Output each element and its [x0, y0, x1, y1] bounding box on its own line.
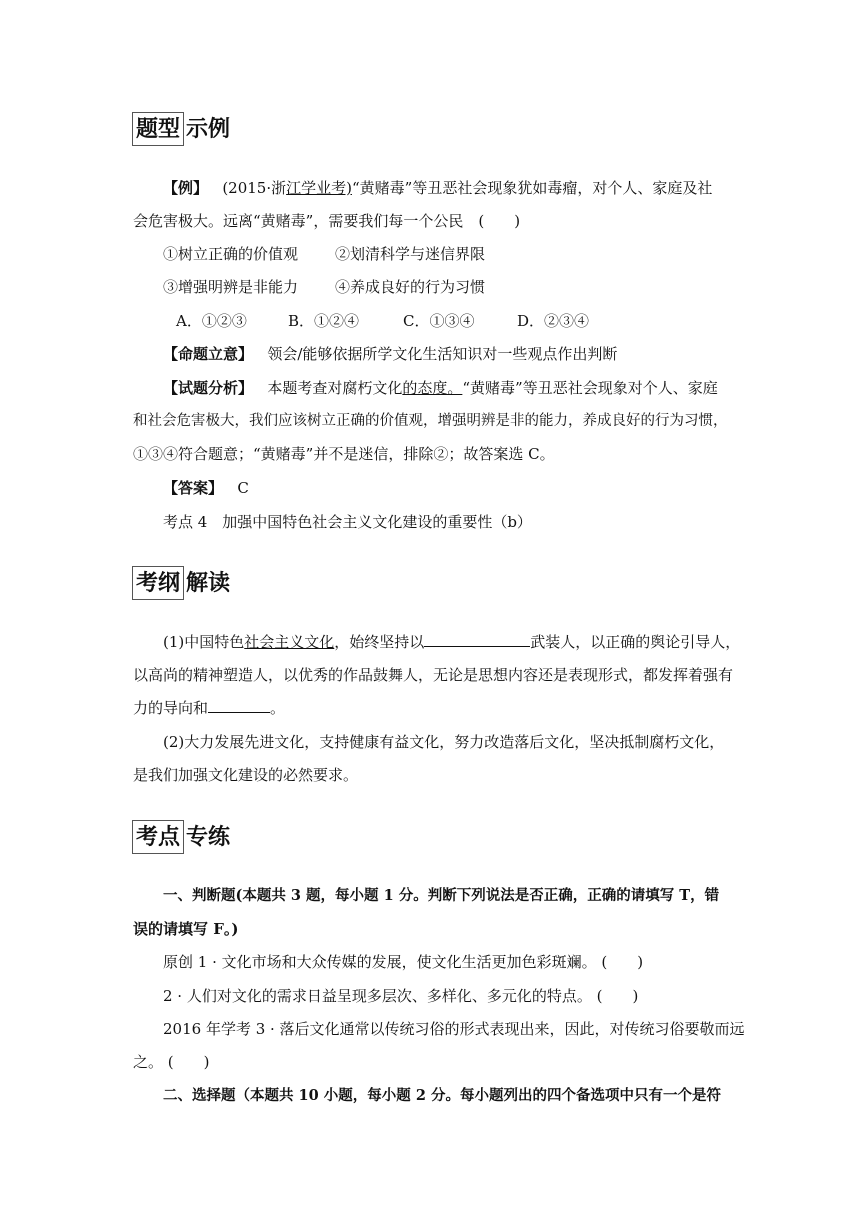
analysis-tag: 【试题分析】	[163, 379, 254, 397]
p1-mid: ，始终坚持以	[334, 633, 425, 651]
analysis-text-1-pre: 本题考查对腐朽文化	[267, 379, 403, 397]
analysis-line-2: 和社会危害极大，我们应该树立正确的价值观，增强明辨是非的能力，养成良好的行为习惯，	[133, 413, 728, 429]
choice-row-1	[163, 244, 485, 264]
intent-tag: 【命题立意】	[163, 345, 254, 363]
choice-item-4: ④养成良好的行为习惯	[335, 278, 486, 296]
analysis-text-1-post: “黄赌毒”等丑恶社会现象对个人、家庭	[462, 379, 718, 397]
fill-blank-1[interactable]	[424, 632, 530, 647]
syllabus-p1-line-3	[133, 698, 285, 718]
option-b: B．①②④	[288, 312, 360, 330]
analysis-line-1	[163, 378, 718, 398]
heading-rest-text: 专练	[186, 824, 231, 850]
choice-item-1: ①树立正确的价值观	[163, 245, 299, 263]
p1-pre: (1)中国特色	[163, 633, 245, 651]
judge-question-3-line-1: 2016 年学考 3 · 落后文化通常以传统习俗的形式表现出来，因此，对传统习俗要敬而远	[163, 1020, 745, 1038]
options-row	[176, 311, 589, 331]
part1-instruction-line-2: 误的请填写 F。)	[133, 920, 239, 938]
heading-boxed-text: 考纲	[132, 566, 184, 600]
judge-question-1: 原创 1 · 文化市场和大众传媒的发展，使文化生活更加色彩斑斓。 ( )	[163, 953, 644, 971]
example-text-1: “黄赌毒”等丑恶社会现象犹如毒瘤，对个人、家庭及社	[351, 179, 713, 197]
choice-item-3: ③增强明辨是非能力	[163, 278, 299, 296]
answer-tag: 【答案】	[163, 479, 224, 497]
answer-line	[163, 478, 249, 498]
heading-boxed-text: 考点	[132, 820, 184, 854]
kaodian-line: 考点 4 加强中国特色社会主义文化建设的重要性（b）	[163, 513, 532, 531]
example-line-2: 会危害极大。远离“黄赌毒”，需要我们每一个公民 ( )	[133, 212, 521, 230]
example-source-prefix: (2015·浙	[222, 179, 287, 197]
judge-question-3-line-2: 之。 ( )	[133, 1053, 210, 1071]
p1-underlined: 社会主义文化	[244, 633, 335, 651]
syllabus-p1-line-1	[163, 632, 740, 652]
part1-instruction-line-1: 一、判断题(本题共 3 题，每小题 1 分。判断下列说法是否正确，正确的请填写 T，错	[163, 887, 720, 904]
judge-question-2: 2 · 人们对文化的需求日益呈现多层次、多样化、多元化的特点。 ( )	[163, 987, 639, 1005]
p1-post: 武装人，以正确的舆论引导人，	[530, 633, 741, 651]
option-a: A．①②③	[176, 312, 247, 330]
intent-text: 领会/能够依据所学文化生活知识对一些观点作出判断	[267, 345, 618, 363]
syllabus-p2-line-2: 是我们加强文化建设的必然要求。	[133, 766, 359, 784]
syllabus-p2-line-1: (2)大力发展先进文化，支持健康有益文化，努力改造落后文化，坚决抵制腐朽文化，	[163, 733, 725, 751]
option-c: C．①③④	[403, 312, 475, 330]
analysis-line-3: ①③④符合题意；“黄赌毒”并不是迷信，排除②；故答案选 C。	[133, 445, 555, 463]
p1-line3-post: 。	[270, 699, 286, 717]
fill-blank-2[interactable]	[208, 698, 270, 713]
syllabus-p1-line-2: 以高尚的精神塑造人，以优秀的作品鼓舞人，无论是思想内容还是表现形式，都发挥着强有	[133, 666, 734, 684]
option-d: D．②③④	[517, 312, 590, 330]
section-heading-practice	[132, 820, 230, 854]
section-heading-syllabus	[132, 566, 230, 600]
heading-rest-text: 示例	[186, 116, 231, 142]
heading-boxed-text: 题型	[132, 112, 184, 146]
intent-line	[163, 344, 617, 364]
example-source-underlined: 江学业考)	[286, 179, 352, 197]
choice-item-2: ②划清科学与迷信界限	[335, 245, 486, 263]
example-tag: 【例】	[163, 179, 209, 197]
heading-rest-text: 解读	[186, 570, 231, 596]
answer-value: C	[237, 479, 249, 497]
analysis-text-1-underlined: 的态度。	[402, 379, 463, 397]
section-heading-example	[132, 112, 230, 146]
p1-line3-pre: 力的导向和	[133, 699, 209, 717]
choice-row-2	[163, 277, 485, 297]
part2-instruction-line-1: 二、选择题（本题共 10 小题，每小题 2 分。每小题列出的四个备选项中只有一个是符	[163, 1087, 721, 1104]
example-line-1	[163, 178, 712, 198]
